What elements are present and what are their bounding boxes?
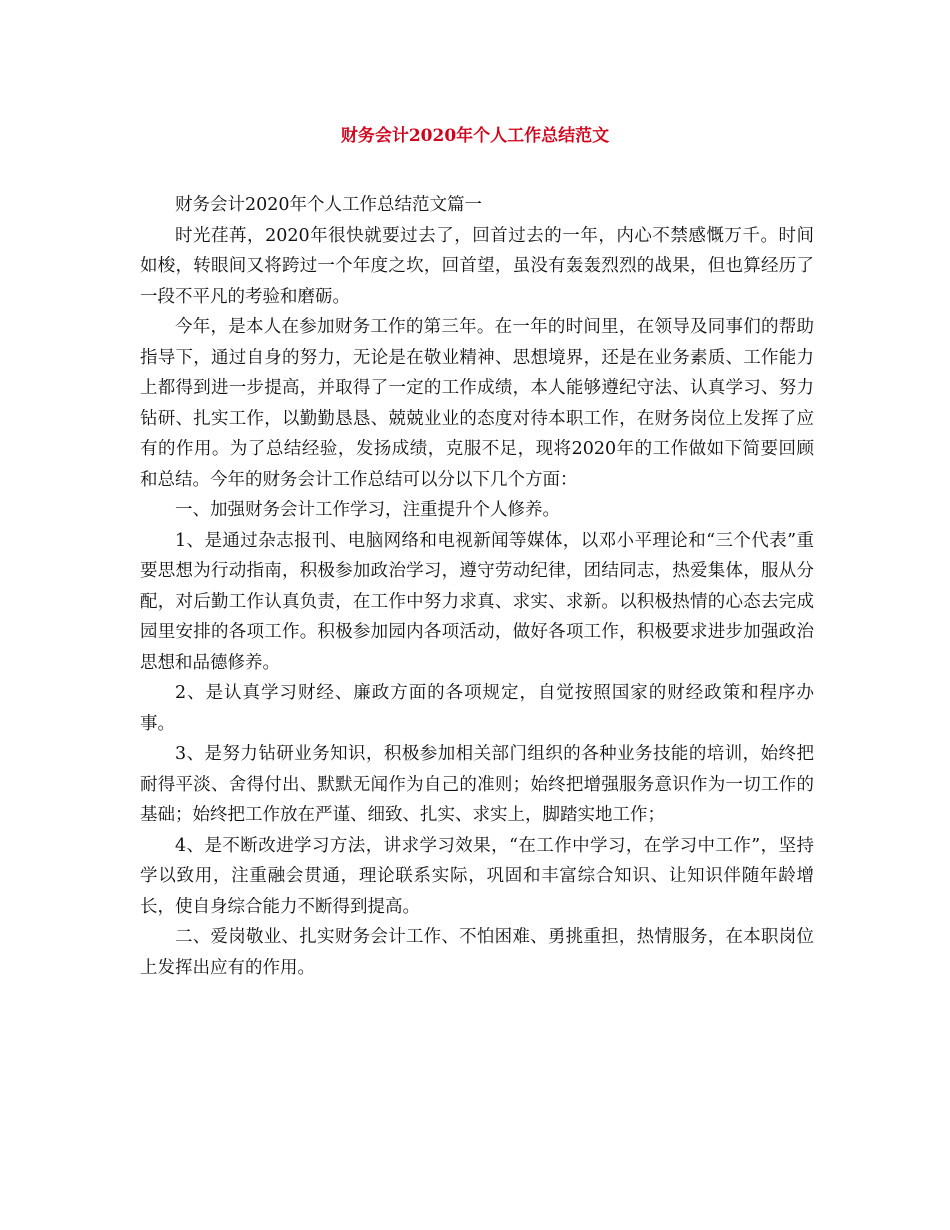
- paragraph-item-3: 3、是努力钻研业务知识，积极参加相关部门组织的各种业务技能的培训，始终把耐得平淡、舍得付出、默默无闻作为自己的准则；始终把增强服务意识作为一切工作的基础；始终把工作放在严谨、细致、扎实、求实上，脚踏实地工作；: [140, 744, 814, 825]
- paragraph-item-4: 4、是不断改进学习方法，讲求学习效果，“在工作中学习，在学习中工作”，坚持学以致用，注重融会贯通，理论联系实际，巩固和丰富综合知识、让知识伴随年龄增长，使自身综合能力不断得到提高。: [140, 835, 814, 917]
- paragraph-item-1: 1、是通过杂志报刊、电脑网络和电视新闻等媒体，以邓小平理论和“三个代表”重要思想为行动指南，积极参加政治学习，遵守劳动纪律，团结同志，热爱集体，服从分配，对后勤工作认真负责，在工作中努力求真、求实、求新。以积极热情的心态去完成园里安排的各项工作。积极参加园内各项活动，做好各项工作，积极要求进步加强政治思想和品德修养。: [140, 530, 814, 673]
- paragraph-overview: 今年，是本人在参加财务工作的第三年。在一年的时间里，在领导及同事们的帮助指导下，通过自身的努力，无论是在敬业精神、思想境界，还是在业务素质、工作能力上都得到进一步提高，并取得了一定的工作成绩，本人能够遵纪守法、认真学习、努力钻研、扎实工作，以勤勤恳恳、兢兢业业的态度对待本职工作，在财务岗位上发挥了应有的作用。为了总结经验，发扬成绩，克服不足，现将2020年的工作做如下简要回顾和总结。今年的财务会计工作总结可以分以下几个方面：: [140, 317, 814, 490]
- document-title: 财务会计2020年个人工作总结范文: [340, 126, 610, 146]
- section-heading-part-one: 财务会计2020年个人工作总结范文篇一: [175, 195, 483, 215]
- paragraph-item-2: 2、是认真学习财经、廉政方面的各项规定，自觉按照国家的财经政策和程序办事。: [140, 683, 814, 734]
- section-heading-two: 二、爱岗敬业、扎实财务会计工作、不怕困难、勇挑重担，热情服务，在本职岗位上发挥出应有的作用。: [140, 927, 814, 978]
- section-heading-one: 一、加强财务会计工作学习，注重提升个人修养。: [175, 500, 560, 520]
- document-body: [140, 190, 814, 983]
- paragraph-intro: 时光荏苒，2020年很快就要过去了，回首过去的一年，内心不禁感慨万千。时间如梭，转眼间又将跨过一个年度之坎，回首望，虽没有轰轰烈烈的战果，但也算经历了一段不平凡的考验和磨砺。: [140, 225, 814, 307]
